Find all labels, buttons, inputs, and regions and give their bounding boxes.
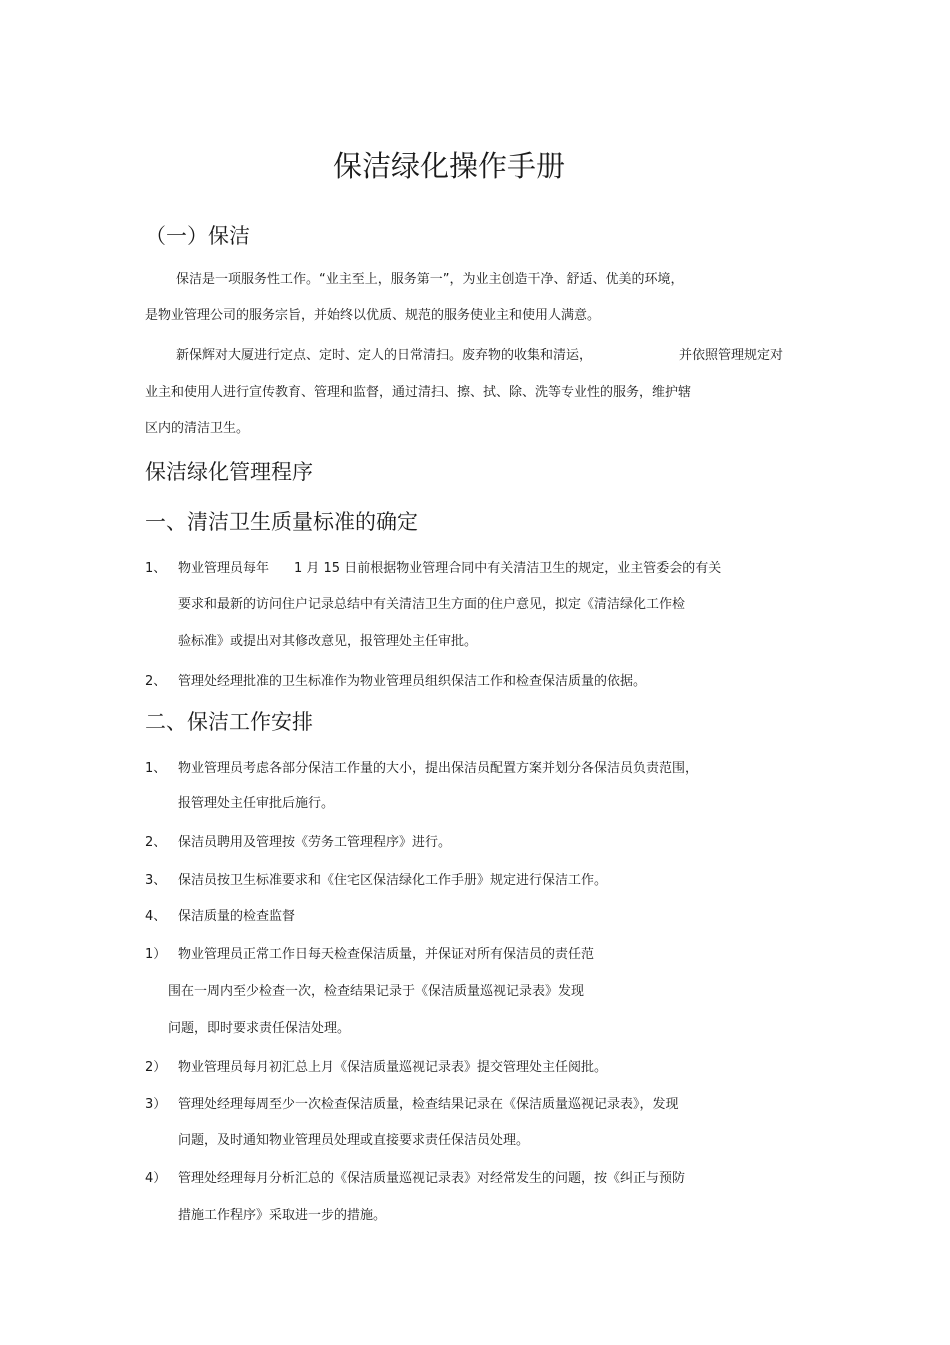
s2-sub-3-line-2: 问题，及时通知物业管理员处理或直接要求责任保洁员处理。 xyxy=(178,1133,530,1148)
s2-sub-4-line-2: 措施工作程序》采取进一步的措施。 xyxy=(178,1208,387,1223)
section-heading-cleaning: （一）保洁 xyxy=(145,224,250,248)
s1-item-1-line-3: 验标准》或提出对其修改意见，报管理处主任审批。 xyxy=(178,634,478,649)
s2-item-1-number: 1、 xyxy=(145,761,167,776)
s2-sub-1-line-3: 问题，即时要求责任保洁处理。 xyxy=(168,1021,351,1036)
s2-sub-4-number: 4） xyxy=(145,1171,167,1186)
intro-paragraph-2-line-2: 业主和使用人进行宣传教育、管理和监督，通过清扫、擦、拭、除、洗等专业性的服务，维护辖 xyxy=(145,385,692,400)
intro-paragraph-1-line-2: 是物业管理公司的服务宗旨，并始终以优质、规范的服务使业主和使用人满意。 xyxy=(145,308,601,323)
section-2-heading: 二、保洁工作安排 xyxy=(145,710,313,734)
s2-sub-3-number: 3） xyxy=(145,1097,167,1112)
s2-item-3-number: 3、 xyxy=(145,873,167,888)
s1-item-1-number: 1、 xyxy=(145,561,167,576)
document-title: 保洁绿化操作手册 xyxy=(333,149,566,183)
s2-item-1-line-1: 物业管理员考虑各部分保洁工作量的大小，提出保洁员配置方案并划分各保洁员负责范围， xyxy=(178,761,699,776)
s2-sub-4-line-1: 管理处经理每月分析汇总的《保洁质量巡视记录表》对经常发生的问题，按《纠正与预防 xyxy=(178,1171,686,1186)
s2-sub-1-line-2: 围在一周内至少检查一次，检查结果记录于《保洁质量巡视记录表》发现 xyxy=(168,984,585,999)
intro-paragraph-2-line-3: 区内的清洁卫生。 xyxy=(145,421,250,436)
s2-sub-1-line-1: 物业管理员正常工作日每天检查保洁质量，并保证对所有保洁员的责任范 xyxy=(178,947,595,962)
s1-item-1-line-1b: 1 月 15 日前根据物业管理合同中有关清洁卫生的规定，业主管委会的有关 xyxy=(294,561,722,576)
s1-item-1-line-1a: 物业管理员每年 xyxy=(178,561,270,576)
s2-item-1-line-2: 报管理处主任审批后施行。 xyxy=(178,796,335,811)
s2-sub-3-line-1: 管理处经理每周至少一次检查保洁质量，检查结果记录在《保洁质量巡视记录表》，发现 xyxy=(178,1097,679,1112)
s2-sub-2-line-1: 物业管理员每月初汇总上月《保洁质量巡视记录表》提交管理处主任阅批。 xyxy=(178,1060,608,1075)
s1-item-2-line-1: 管理处经理批准的卫生标准作为物业管理员组织保洁工作和检查保洁质量的依据。 xyxy=(178,674,647,689)
s1-item-1-line-2: 要求和最新的访问住户记录总结中有关清洁卫生方面的住户意见，拟定《清洁绿化工作检 xyxy=(178,597,686,612)
s2-sub-2-number: 2） xyxy=(145,1060,167,1075)
intro-paragraph-2-line-1a: 新保辉对大厦进行定点、定时、定人的日常清扫。废弃物的收集和清运， xyxy=(176,348,593,363)
s2-item-2-line-1: 保洁员聘用及管理按《劳务工管理程序》进行。 xyxy=(178,835,452,850)
s2-item-3-line-1: 保洁员按卫生标准要求和《住宅区保洁绿化工作手册》规定进行保洁工作。 xyxy=(178,873,608,888)
s2-item-4-line-1: 保洁质量的检查监督 xyxy=(178,909,296,924)
s1-item-2-number: 2、 xyxy=(145,674,167,689)
section-1-heading: 一、清洁卫生质量标准的确定 xyxy=(145,510,418,534)
intro-paragraph-1-line-1: 保洁是一项服务性工作。“业主至上，服务第一”，为业主创造干净、舒适、优美的环境， xyxy=(176,272,684,287)
s2-item-4-number: 4、 xyxy=(145,909,167,924)
s2-sub-1-number: 1） xyxy=(145,947,167,962)
intro-paragraph-2-line-1b: 并依照管理规定对 xyxy=(679,348,784,363)
program-title: 保洁绿化管理程序 xyxy=(145,460,313,484)
s2-item-2-number: 2、 xyxy=(145,835,167,850)
